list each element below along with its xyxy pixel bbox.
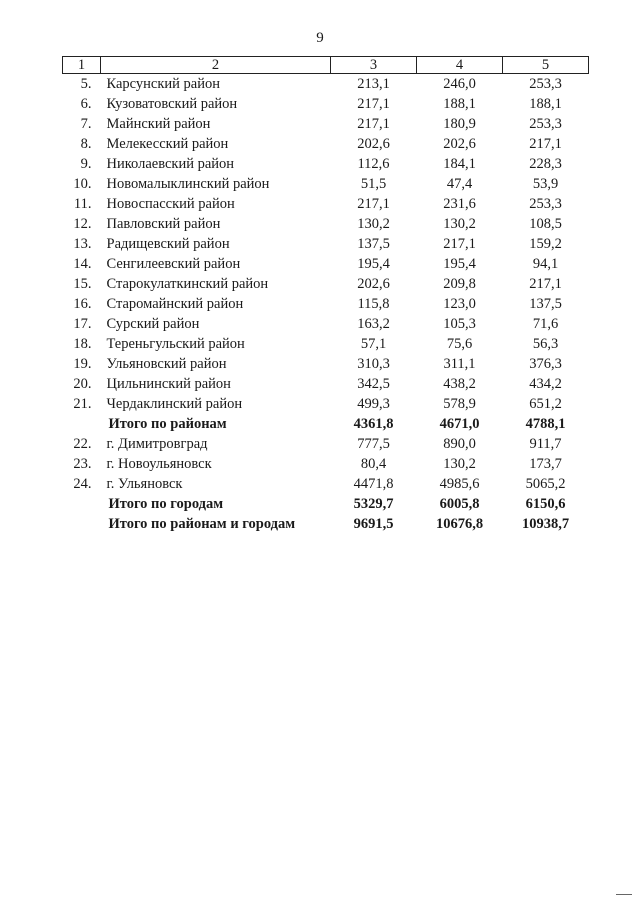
header-col-1: 1	[63, 57, 101, 74]
row-value-col4: 188,1	[443, 96, 476, 112]
table-row	[63, 434, 589, 454]
row-value-col5: 53,9	[532, 176, 559, 192]
row-value-col4: 6005,8	[439, 496, 480, 512]
row-value-col3: 4361,8	[353, 416, 394, 432]
row-name: Новоспасский район	[106, 196, 235, 212]
row-name: Павловский район	[106, 216, 221, 232]
row-value-col3: 342,5	[357, 376, 390, 392]
row-value-col3: 57,1	[360, 336, 387, 352]
row-number: 12.	[73, 216, 92, 232]
row-value-col3: 5329,7	[353, 496, 394, 512]
row-name: Новомалыклинский район	[106, 176, 270, 192]
table-row	[63, 94, 589, 114]
row-value-col5: 217,1	[529, 136, 562, 152]
row-name: Сенгилеевский район	[106, 256, 241, 272]
page-number: 9	[316, 30, 324, 46]
table-row	[63, 114, 589, 134]
row-value-col3: 51,5	[360, 176, 387, 192]
row-value-col4: 578,9	[443, 396, 476, 412]
row-name: г. Новоульяновск	[106, 456, 212, 472]
row-number: 24.	[73, 476, 92, 492]
row-value-col5: 159,2	[529, 236, 562, 252]
row-value-col3: 4471,8	[353, 476, 394, 492]
row-number: 13.	[73, 236, 92, 252]
row-value-col5: 137,5	[529, 296, 562, 312]
row-value-col5: 651,2	[529, 396, 562, 412]
row-number: 19.	[73, 356, 92, 372]
row-value-col3: 777,5	[357, 436, 390, 452]
row-value-col3: 80,4	[360, 456, 387, 472]
row-value-col4: 217,1	[443, 236, 476, 252]
row-value-col4: 105,3	[443, 316, 476, 332]
row-number: 6.	[80, 96, 92, 112]
row-name: Чердаклинский район	[106, 396, 243, 412]
row-value-col5: 376,3	[529, 356, 562, 372]
row-name: Итого по районам и городам	[108, 516, 296, 532]
table-row	[63, 454, 589, 474]
row-name: Старокулаткинский район	[106, 276, 269, 292]
row-value-col4: 184,1	[443, 156, 476, 172]
row-value-col5: 253,3	[529, 196, 562, 212]
row-number	[63, 494, 101, 514]
table-total-row	[63, 514, 589, 534]
row-value-col5: 6150,6	[525, 496, 566, 512]
row-value-col5: 911,7	[529, 436, 562, 452]
row-value-col4: 202,6	[443, 136, 476, 152]
row-number: 7.	[80, 116, 92, 132]
row-value-col4: 890,0	[443, 436, 476, 452]
row-value-col4: 123,0	[443, 296, 476, 312]
row-value-col5: 228,3	[529, 156, 562, 172]
row-value-col4: 4671,0	[439, 416, 480, 432]
row-value-col4: 438,2	[443, 376, 476, 392]
table-row	[63, 254, 589, 274]
row-value-col3: 217,1	[357, 196, 390, 212]
row-number: 21.	[73, 396, 92, 412]
table-row	[63, 174, 589, 194]
data-table	[62, 56, 589, 534]
row-value-col4: 47,4	[446, 176, 473, 192]
row-name: Кузоватовский район	[106, 96, 238, 112]
row-value-col3: 310,3	[357, 356, 390, 372]
row-value-col3: 202,6	[357, 136, 390, 152]
table-row	[63, 214, 589, 234]
table-row	[63, 194, 589, 214]
row-number: 18.	[73, 336, 92, 352]
table-row	[63, 234, 589, 254]
row-name: Сурский район	[106, 316, 200, 332]
table-row	[63, 274, 589, 294]
row-number: 10.	[73, 176, 92, 192]
row-value-col5: 108,5	[529, 216, 562, 232]
row-value-col3: 217,1	[357, 96, 390, 112]
data-table-container	[62, 56, 588, 534]
table-row	[63, 474, 589, 494]
row-name: Майнский район	[106, 116, 211, 132]
row-number: 15.	[73, 276, 92, 292]
row-number: 11.	[73, 196, 92, 212]
row-value-col5: 10938,7	[521, 516, 570, 532]
row-value-col3: 130,2	[357, 216, 390, 232]
row-number: 8.	[80, 136, 92, 152]
table-row	[63, 74, 589, 95]
row-name: Тереньгульский район	[106, 336, 245, 352]
row-value-col5: 56,3	[532, 336, 559, 352]
row-value-col4: 10676,8	[435, 516, 484, 532]
row-value-col4: 209,8	[443, 276, 476, 292]
row-name: Цильнинский район	[106, 376, 231, 392]
row-value-col5: 188,1	[529, 96, 562, 112]
row-value-col5: 253,3	[529, 116, 562, 132]
row-value-col5: 253,3	[529, 76, 562, 92]
row-value-col3: 195,4	[357, 256, 390, 272]
row-name: Радищевский район	[106, 236, 230, 252]
row-value-col3: 163,2	[357, 316, 390, 332]
table-header-row	[63, 57, 589, 74]
row-value-col4: 195,4	[443, 256, 476, 272]
row-value-col4: 130,2	[443, 216, 476, 232]
table-row	[63, 314, 589, 334]
table-row	[63, 374, 589, 394]
row-value-col3: 217,1	[357, 116, 390, 132]
row-name: г. Ульяновск	[106, 476, 183, 492]
row-number: 22.	[73, 436, 92, 452]
row-value-col4: 4985,6	[439, 476, 480, 492]
row-name: Карсунский район	[106, 76, 221, 92]
row-name: Итого по городам	[108, 496, 224, 512]
row-value-col3: 137,5	[357, 236, 390, 252]
row-name: г. Димитровград	[106, 436, 208, 452]
table-total-row	[63, 494, 589, 514]
row-value-col5: 173,7	[529, 456, 562, 472]
row-value-col5: 71,6	[532, 316, 559, 332]
row-value-col5: 434,2	[529, 376, 562, 392]
row-number: 9.	[80, 156, 92, 172]
row-number: 16.	[73, 296, 92, 312]
table-row	[63, 154, 589, 174]
table-row	[63, 394, 589, 414]
row-value-col4: 311,1	[443, 356, 476, 372]
table-row	[63, 334, 589, 354]
row-name: Ульяновский район	[106, 356, 227, 372]
row-number: 23.	[73, 456, 92, 472]
row-name: Итого по районам	[108, 416, 227, 432]
row-name: Мелекесский район	[106, 136, 229, 152]
row-value-col5: 94,1	[532, 256, 559, 272]
table-total-row	[63, 414, 589, 434]
header-col-5: 5	[503, 57, 589, 74]
row-value-col3: 9691,5	[353, 516, 394, 532]
row-number: 14.	[73, 256, 92, 272]
row-value-col3: 499,3	[357, 396, 390, 412]
row-value-col4: 231,6	[443, 196, 476, 212]
header-col-2: 2	[101, 57, 331, 74]
table-row	[63, 354, 589, 374]
row-value-col4: 246,0	[443, 76, 476, 92]
table-row	[63, 134, 589, 154]
table-body	[63, 74, 589, 535]
row-number	[63, 514, 101, 534]
row-number: 20.	[73, 376, 92, 392]
row-value-col3: 202,6	[357, 276, 390, 292]
table-row	[63, 294, 589, 314]
row-value-col3: 115,8	[357, 296, 390, 312]
row-value-col4: 180,9	[443, 116, 476, 132]
row-name: Николаевский район	[106, 156, 235, 172]
row-value-col5: 5065,2	[525, 476, 566, 492]
row-value-col3: 112,6	[357, 156, 390, 172]
row-number: 17.	[73, 316, 92, 332]
row-value-col5: 217,1	[529, 276, 562, 292]
row-value-col4: 130,2	[443, 456, 476, 472]
row-value-col3: 213,1	[357, 76, 390, 92]
header-col-4: 4	[417, 57, 503, 74]
header-col-3: 3	[331, 57, 417, 74]
row-number: 5.	[80, 76, 92, 92]
corner-dash	[616, 894, 632, 895]
row-value-col5: 4788,1	[525, 416, 566, 432]
row-name: Старомайнский район	[106, 296, 244, 312]
row-number	[63, 414, 101, 434]
row-value-col4: 75,6	[446, 336, 473, 352]
